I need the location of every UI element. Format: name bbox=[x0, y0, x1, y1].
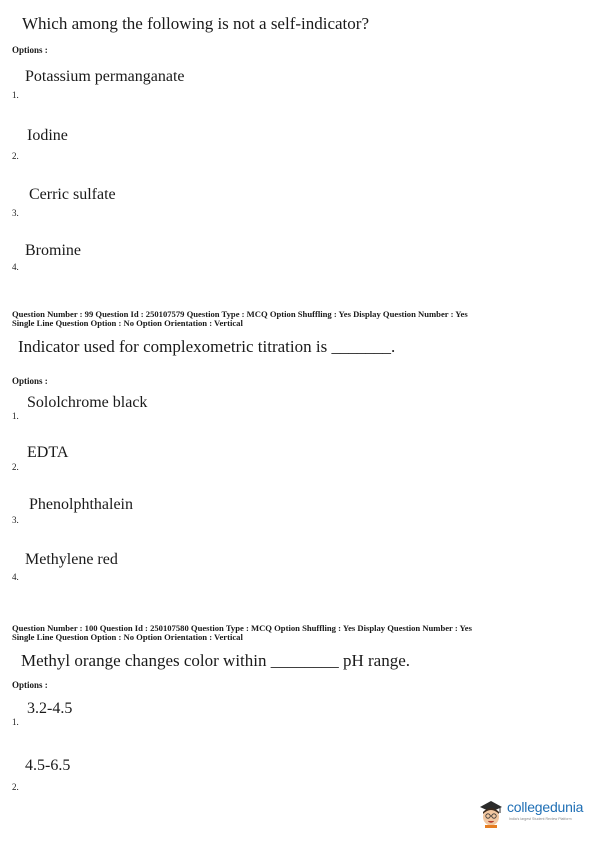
student-mascot-icon bbox=[478, 798, 504, 828]
option-number: 1. bbox=[12, 717, 19, 727]
option-text: Methylene red bbox=[25, 551, 118, 568]
question-100-meta-line1: Question Number : 100 Question Id : 250107580 Question Type : MCQ Option Shuffling : Yes Display Question Number : Yes bbox=[12, 623, 472, 633]
option-number: 1. bbox=[12, 90, 19, 100]
collegedunia-logo bbox=[476, 796, 592, 832]
option-text: Cerric sulfate bbox=[29, 186, 116, 203]
question-99-meta-line1: Question Number : 99 Question Id : 250107579 Question Type : MCQ Option Shuffling : Yes Display Question Number : Yes bbox=[12, 309, 468, 319]
option-number: 2. bbox=[12, 782, 19, 792]
option-text: Bromine bbox=[25, 242, 81, 259]
option-text: Iodine bbox=[27, 127, 68, 144]
options-label: Options : bbox=[12, 376, 48, 386]
option-text: 3.2-4.5 bbox=[27, 700, 73, 717]
question-99-meta-line2: Single Line Question Option : No Option Orientation : Vertical bbox=[12, 318, 243, 328]
question-100-meta-line2: Single Line Question Option : No Option Orientation : Vertical bbox=[12, 632, 243, 642]
option-text: Potassium permanganate bbox=[25, 68, 185, 85]
question-99-text: Indicator used for complexometric titration is _______. bbox=[18, 337, 396, 356]
question-98-text: Which among the following is not a self-indicator? bbox=[22, 14, 369, 33]
option-number: 3. bbox=[12, 515, 19, 525]
logo-wordmark: collegedunia bbox=[507, 799, 584, 815]
question-100-text: Methyl orange changes color within ________ pH range. bbox=[21, 651, 411, 670]
option-number: 2. bbox=[12, 151, 19, 161]
option-text: Phenolphthalein bbox=[29, 496, 133, 513]
option-text: Sololchrome black bbox=[27, 394, 148, 411]
option-number: 3. bbox=[12, 208, 19, 218]
option-number: 4. bbox=[12, 262, 19, 272]
option-number: 4. bbox=[12, 572, 19, 582]
option-text: EDTA bbox=[27, 444, 69, 461]
logo-tagline: India's largest Student Review Platform bbox=[509, 817, 572, 821]
options-label: Options : bbox=[12, 45, 48, 55]
option-number: 1. bbox=[12, 411, 19, 421]
option-number: 2. bbox=[12, 462, 19, 472]
option-text: 4.5-6.5 bbox=[25, 757, 71, 774]
options-label: Options : bbox=[12, 680, 48, 690]
